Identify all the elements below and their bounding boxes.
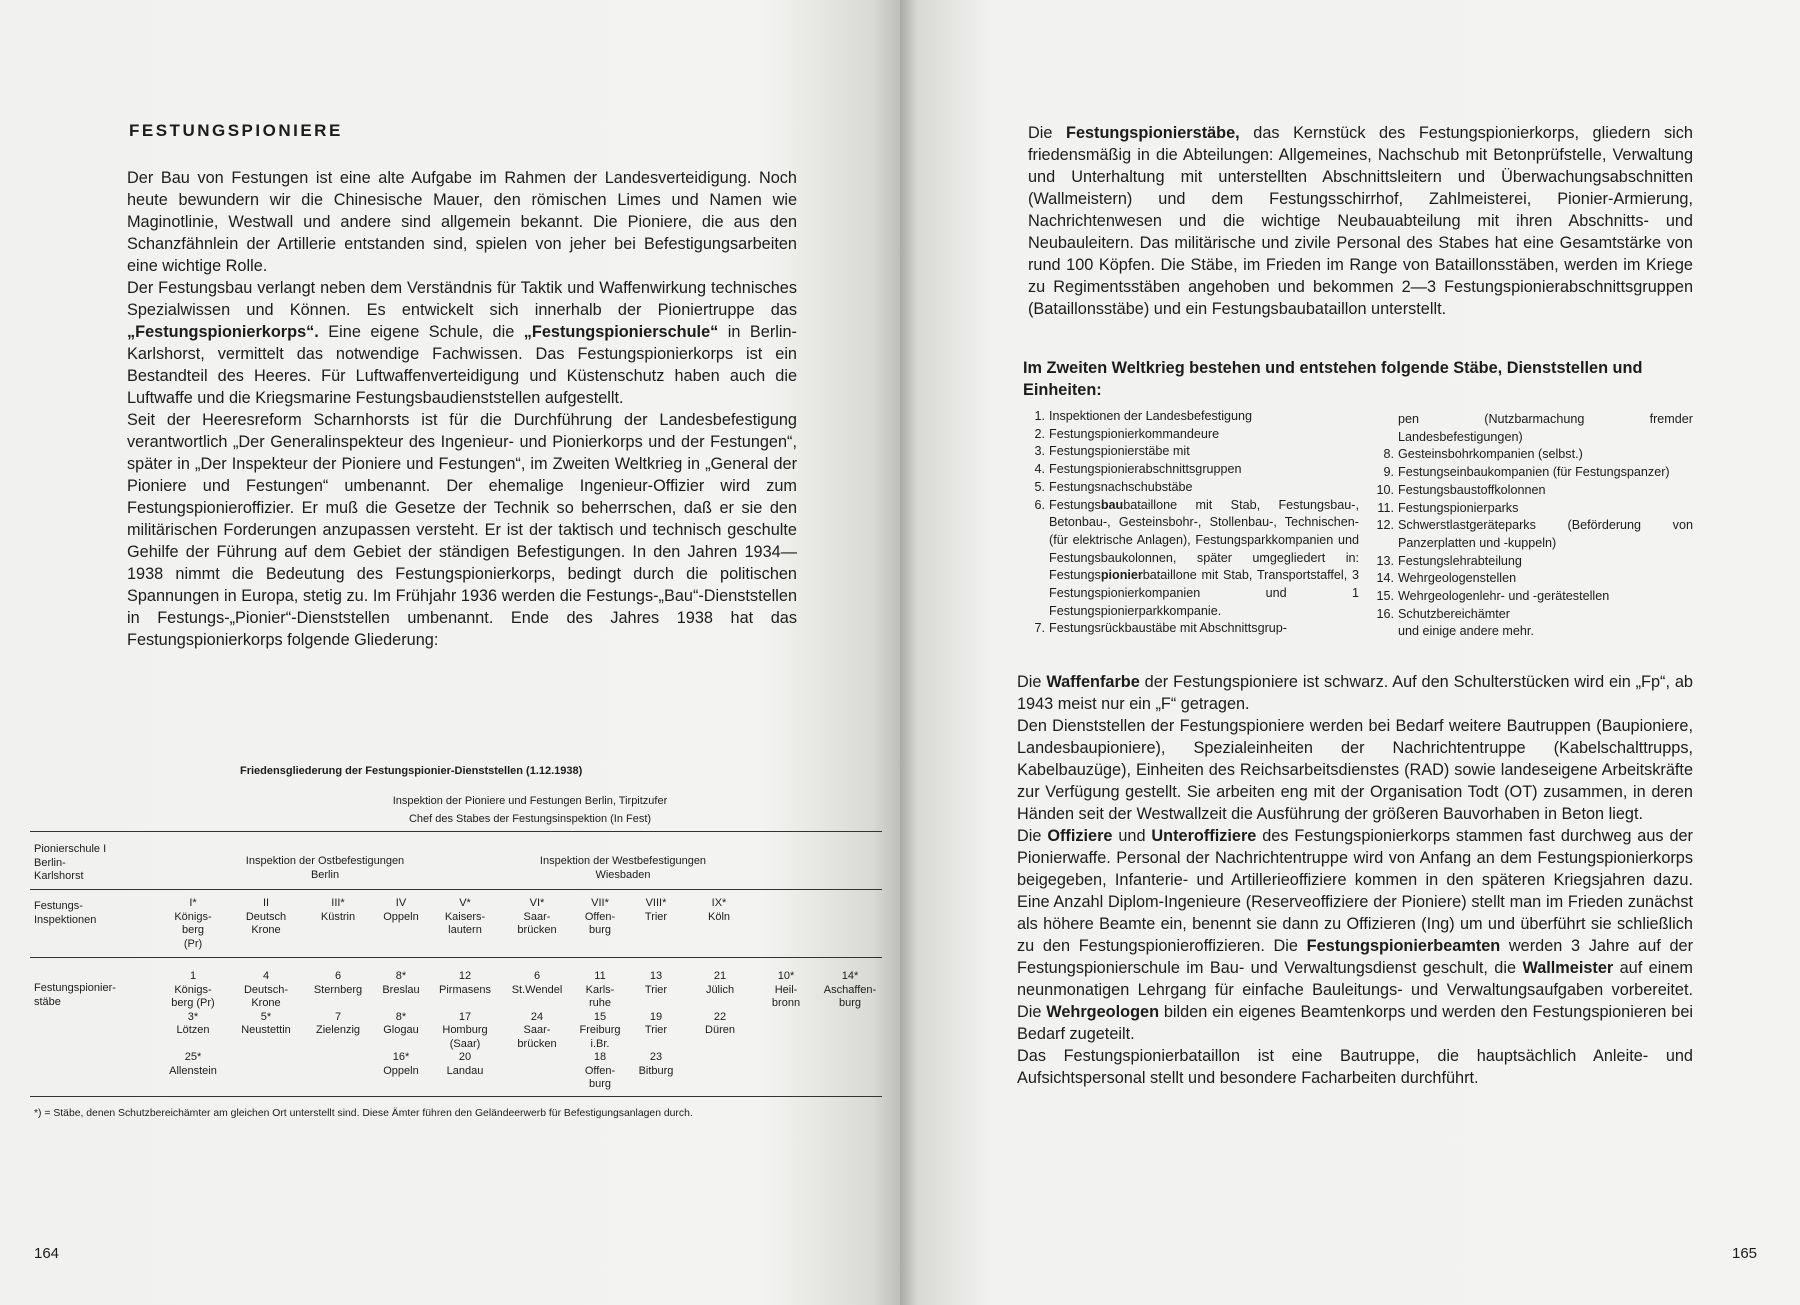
chapter-heading: FESTUNGSPIONIERE: [129, 121, 343, 140]
list-item: 9. Festungseinbaukompanien (für Festungspanzer): [1383, 465, 1670, 480]
table-cell: IV Oppeln: [383, 897, 419, 923]
table-cell: 12 Pirmasens 17 Homburg (Saar) 20 Landau: [439, 970, 491, 1077]
right-intro-paragraph: Die Festungspionierstäbe, das Kernstück des Festungspionierkorps, gliedern sich friedensmäßig in die Abteilungen: Allgemeines, Nachschub mit Betonprüfstelle, Verwaltung und Unterhaltung mit unterstellten Abschnittsleitern und Überwachungsabschnitten (Wallmeistern) und dem Festungsschirrhof, Zahlmeisterei, Pionier-Armierung, Nachrichtenwesen und die wichtige Neubauabteilung mit ihren Abschnitts- und Neubauleitern. Das militärische und zivile Personal des Stabes hat eine Gesamtstärke von rund 100 Köpfen. Die Stäbe, im Frieden im Range von Bataillonsstäben, werden im Kriege zu Regimentsstäben angehoben und bekommen 2—3 Festungspionierabschnittsgruppen (Bataillonsstäbe) und ein Festungsbaubataillon unterstellt.: [1028, 124, 1693, 318]
list-item: 13. Festungslehrabteilung: [1376, 553, 1522, 568]
right-body-text: [1017, 671, 1693, 1089]
paragraph: Den Dienststellen der Festungspioniere werden bei Bedarf weitere Bautruppen (Baupioniere, Landesbaupioniere), Spezialeinheiten der Nachrichtentruppe (Kabelschalttrupps, Kabelbauzüge), Einheiten des Reichsarbeitsdienstes (RAD) sowie landeseigene Arbeitskräfte zur Verfügung gestellt. Sie arbeiten eng mit der Organisation Todt (OT) zusammen, in deren Händen seit der Westwallzeit die Ausführung der größeren Bauvorhaben in Beton liegt.: [1017, 717, 1693, 823]
table-cell: II Deutsch Krone: [245, 897, 287, 936]
paragraph: Der Bau von Festungen ist eine alte Aufgabe im Rahmen der Landesverteidigung. Noch heute bewundern wir die Chinesische Mauer, den römischen Limes und Namen wie Maginotlinie, Westwall und andere sind allgemein bekannt. Die Pioniere, die aus den Schanzfähnlein der Artillerie entstanden sind, spielen von jeher bei Befestigungsarbeiten eine wichtige Rolle.: [127, 169, 797, 275]
table-row-label: Festungspionier- stäbe: [34, 982, 116, 1008]
list-item: 7. Festungsrückbaustäbe mit Abschnittsgrup-: [1034, 621, 1288, 636]
table-footnote: *) = Stäbe, denen Schutzbereichämter am gleichen Ort unterstellt sind. Diese Ämter führen den Geländeerwerb für Befestigungsanlagen durch.: [34, 1108, 693, 1119]
right-page: [900, 0, 1800, 1305]
list-item: 8. Gesteinsbohrkompanien (selbst.): [1383, 447, 1583, 462]
table-cell: VI* Saar- brücken: [517, 897, 557, 936]
table-cell: 8* Breslau 8* Glogau 16* Oppeln: [382, 970, 420, 1077]
list-item: 15. Wehrgeologenlehr- und -gerätestellen: [1376, 589, 1610, 604]
table-row-label: Festungs- Inspektionen: [34, 900, 97, 926]
table-rule: [30, 957, 882, 958]
table-cell: 6 Sternberg 7 Zielenzig: [313, 970, 363, 1036]
table-rule: [30, 1096, 882, 1097]
list-item: 1. Inspektionen der Landesbefestigung: [1034, 409, 1253, 423]
list-item: 4. Festungspionierabschnittsgruppen: [1034, 462, 1242, 477]
table-cell-west: Inspektion der Westbefestigungen Wiesbaden: [539, 855, 707, 881]
table-cell: IX* Köln: [707, 897, 731, 923]
list-end: und einige andere mehr.: [1398, 624, 1534, 639]
table-title: Friedensgliederung der Festungspionier-Dienststellen (1.12.1938): [240, 765, 583, 777]
list-item: 14. Wehrgeologenstellen: [1376, 571, 1517, 586]
list-heading: Im Zweiten Weltkrieg bestehen und entstehen folgende Stäbe, Dienststellen und Einheiten:: [1023, 359, 1643, 399]
table-cell: I* Königs- berg (Pr): [174, 897, 212, 950]
list-item: 10. Festungsbaustoffkolonnen: [1376, 482, 1546, 497]
table-cell: 11 Karls- ruhe 15 Freiburg i.Br. 18 Offen- burg: [579, 970, 621, 1090]
table-cell: 6 St.Wendel 24 Saar- brücken: [511, 970, 563, 1050]
table-rule: [30, 889, 882, 890]
table-top-authority: Inspektion der Pioniere und Festungen Berlin, Tirpitzufer Chef des Stabes der Festungsinspektion (In Fest): [392, 795, 668, 825]
page-number-right: 165: [1732, 1245, 1758, 1262]
table-cell: V* Kaisers- lautern: [444, 897, 486, 936]
list-item: 16. Schutzbereichämter: [1376, 606, 1510, 621]
list-item-continuation: pen (Nutzbarmachung fremder Landesbefestigungen): [1398, 412, 1693, 444]
table-cell-school: Pionierschule I Berlin- Karlshorst: [34, 843, 107, 882]
paragraph: Die Offiziere und Unteroffiziere des Festungspionierkorps stammen fast durchweg aus der Pionierwaffe. Personal der Nachrichtentruppe wird von Anfang an dem Festungspionierkorps beigegeben, Infanterie- und Artillerieoffiziere kommen in den späteren Kriegsjahren dazu. Eine Anzahl Diplom-Ingenieure (Reserveoffiziere der Pioniere) stellt man im Frieden zunächst als höhere Beamte ein, benennt sie dann zu Offizieren (Ing) um und überführt sie schließlich zu den Festungspionieroffizieren. Die Festungspionierbeamten werden 3 Jahre auf der Festungspionierschule im Bau- und Verwaltungsdienst geschult, die Wallmeister auf einem neunmonatigen Lehrgang für einfache Bauleitungs- und Verwaltungsaufgaben vorbereitet. Die Wehrgeologen bilden ein eigenes Beamtenkorps und werden den Festungspionieren bei Bedarf zugeteilt.: [1017, 827, 1693, 1043]
table-rule: [30, 831, 882, 832]
page-number-left: 164: [34, 1245, 60, 1262]
list-item: 12. Schwerstlastgeräteparks (Beförderung von Panzerplatten und -kuppeln): [1376, 518, 1693, 550]
table-cell: III* Küstrin: [320, 897, 356, 923]
table-cell: 21 Jülich 22 Düren: [705, 970, 735, 1036]
unit-list-right: [1368, 411, 1693, 641]
table-cell: 10* Heil- bronn: [771, 970, 801, 1009]
list-item: 2. Festungspionierkommandeure: [1034, 426, 1220, 441]
list-item: 5. Festungsnachschubstäbe: [1034, 479, 1193, 494]
table-cell: 14* Aschaffen- burg: [823, 970, 877, 1009]
table-cell: VIII* Trier: [644, 897, 668, 923]
list-item: 11. Festungspionierparks: [1377, 500, 1519, 515]
table-cell: 13 Trier 19 Trier 23 Bitburg: [638, 970, 674, 1077]
table-cell: 4 Deutsch- Krone 5* Neustettin: [241, 970, 291, 1036]
paragraph: Die Waffenfarbe der Festungspioniere ist schwarz. Auf den Schulterstücken wird ein „Fp“, ab 1943 meist nur ein „F“ getragen.: [1017, 673, 1693, 713]
paragraph: Seit der Heeresreform Scharnhorsts ist für die Durchführung der Landesbefestigung verantwortlich „Der Generalinspekteur des Ingenieur- und Pionierkorps und der Festungen“, später in „Der Inspekteur der Pioniere und Festungen“, im Zweiten Weltkrieg in „General der Pioniere und Festungen“ umbenannt. Der ehemalige Ingenieur-Offizier wird zum Festungspionieroffizier. Er muß die Gesetze der Technik so beherrschen, daß er sie den militärischen Forderungen anzupassen versteht. Er ist der taktisch und technisch geschulte Gehilfe der Führung auf dem Gebiet der ständigen Befestigungen. In den Jahren 1934—1938 nimmt die Bedeutung des Festungspionierkorps, bedingt durch die politischen Spannungen in Europa, stetig zu. Im Frühjahr 1936 werden die Festungs-„Bau“-Dienststellen in Festungs-„Pionier“-Dienststellen umbenannt. Ende des Jahres 1938 hat das Festungspionierkorps folgende Gliederung:: [127, 411, 797, 649]
table-cell: 1 Königs- berg (Pr) 3* Lötzen 25* Allenstein: [169, 970, 217, 1077]
table-cell-ost: Inspektion der Ostbefestigungen Berlin: [245, 855, 405, 881]
paragraph: Der Festungsbau verlangt neben dem Verständnis für Taktik und Waffenwirkung technisches Spezialwissen und Können. Es entwickelt sich innerhalb der Pioniertruppe das „Festungspionierkorps“. Eine eigene Schule, die „Festungspionierschule“ in Berlin-Karlshorst, vermittelt das notwendige Fachwissen. Das Festungspionierkorps ist ein Bestandteil des Heeres. Für Luftwaffenverteidigung und Küstenschutz haben auch die Luftwaffe und die Kriegsmarine Festungsbaudienststellen aufgestellt.: [127, 279, 797, 407]
left-body-text: [127, 167, 797, 651]
list-item: 6. Festungsbaubataillone mit Stab, Festungsbau-, Betonbau-, Gesteinsbohr-, Stollenbau-, Technischen- (für elektrische Anlagen), Festungsparkkompanien und Festungsbaukolonnen, später umgegliedert in: Festungspionierbataillone mit Stab, Transportstaffel, 3 Festungspionierkompanien und 1 Festungspionierparkkompanie.: [1034, 497, 1359, 618]
table-cell: VII* Offen- burg: [584, 897, 616, 936]
paragraph: Das Festungspionierbataillon ist eine Bautruppe, die hauptsächlich Anleite- und Aufsichtspersonal stellt und besondere Facharbeiten durchführt.: [1017, 1047, 1693, 1087]
list-item: 3. Festungspionierstäbe mit: [1034, 444, 1190, 459]
unit-list-left: [1019, 408, 1359, 638]
